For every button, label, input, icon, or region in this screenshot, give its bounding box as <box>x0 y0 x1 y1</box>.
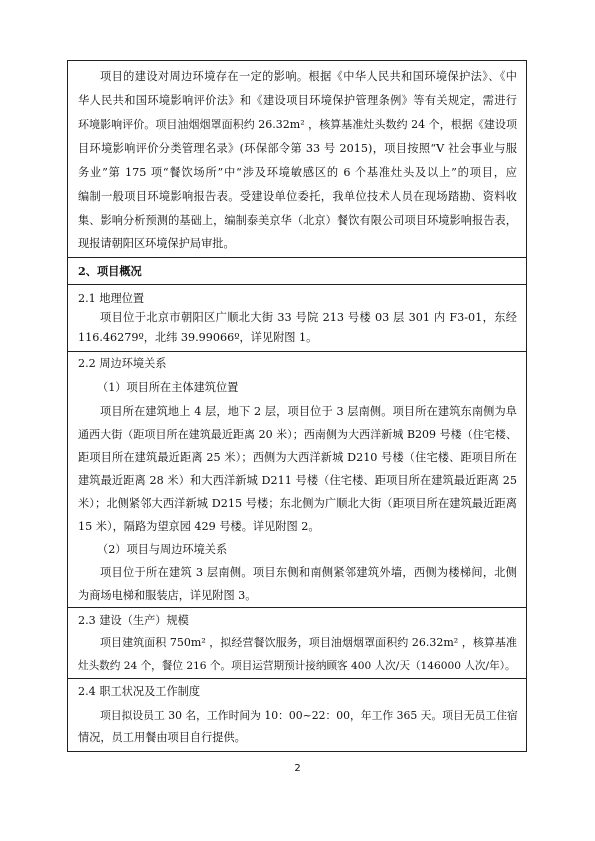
table-rule <box>67 257 527 258</box>
page-number: 2 <box>294 763 301 774</box>
paragraph-line: 项目位于所在建筑 3 层南侧。项目东侧和南侧紧邻建筑外墙，西侧为楼梯间，北侧 <box>100 566 517 579</box>
paragraph-line: 通西大街（距项目所在建筑最近距离 20 米）；西南侧为大西洋新城 B209 号楼（住宅楼、 <box>78 428 517 441</box>
table-rule <box>67 284 527 285</box>
paragraph-line: 项目拟设员工 30 名，工作时间为 10：00~22：00，年工作 365 天。项目无员工住宿 <box>100 709 518 722</box>
table-rule <box>67 607 527 608</box>
paragraph-line: 15 米），隔路为望京园 429 号楼。详见附图 2。 <box>78 520 320 533</box>
paragraph-line: 情况，员工用餐由项目自行提供。 <box>78 731 246 744</box>
subsection-item-title: （1）项目所在主体建筑位置 <box>97 381 239 394</box>
subsection-title: 2.2 周边环境关系 <box>78 357 167 370</box>
paragraph-line: 项目位于北京市朝阳区广顺北大街 33 号院 213 号楼 03 层 301 内 F3-01，东经 <box>100 311 517 324</box>
paragraph-line: 环境影响评价。项目油烟烟罩面积约 26.32m² ，核算基准灶头数约 24 个，根据《建设项 <box>78 118 517 131</box>
subsection-title: 2.3 建设（生产）规模 <box>78 614 189 627</box>
paragraph-line: 为商场电梯和服装店，详见附图 3。 <box>78 589 257 602</box>
paragraph-line: 项目所在建筑地上 4 层，地下 2 层，项目位于 3 层南侧。项目所在建筑东南侧为阜 <box>100 405 517 418</box>
paragraph-line: 编制一般项目环境影响报告表。受建设单位委托，我单位技术人员在现场踏勘、资料收 <box>78 190 517 203</box>
subsection-title: 2.1 地理位置 <box>78 292 145 305</box>
paragraph-line: 米）；北侧紧邻大西洋新城 D215 号楼；东北侧为广顺北大街（距项目所在建筑最近距离 <box>78 497 517 510</box>
subsection-item-title: （2）项目与周边环境关系 <box>97 543 228 556</box>
paragraph-line: 灶头数约 24 个，餐位 216 个。项目运营期预计接纳顾客 400 人次/天（146000 人次/年）。 <box>78 660 516 672</box>
paragraph-line: 现报请朝阳区环境保护局审批。 <box>78 237 235 250</box>
paragraph-line: 华人民共和国环境影响评价法》和《建设项目环境保护管理条例》等有关规定，需进行 <box>78 94 517 107</box>
paragraph-line: 务业”第 175 项“餐饮场所”中“涉及环境敏感区的 6 个基准灶头及以上”的项目，应 <box>78 166 517 179</box>
paragraph-line: 目环境影响评价分类管理名录》(环保部令第 33 号 2015)，项目按照“V 社会事业与服 <box>78 142 517 155</box>
paragraph-line: 距项目所在建筑最近距离 25 米）；西侧为大西洋新城 D210 号楼（住宅楼、距项目所在 <box>78 451 517 464</box>
paragraph-line: 项目建筑面积 750m² ，拟经营餐饮服务，项目油烟烟罩面积约 26.32m² ，核算基准 <box>100 636 517 649</box>
paragraph-line: 项目的建设对周边环境存在一定的影响。根据《中华人民共和国环境保护法》、《中 <box>100 70 517 83</box>
table-rule <box>67 678 527 679</box>
paragraph-line: 建筑最近距离 28 米）和大西洋新城 D211 号楼（住宅楼、距项目所在建筑最近距离 25 <box>78 474 517 487</box>
paragraph-line: 116.46279º，北纬 39.99066º，详见附图 1。 <box>78 331 318 344</box>
table-rule <box>67 351 527 352</box>
section-heading: 2、项目概况 <box>78 264 142 278</box>
subsection-title: 2.4 职工状况及工作制度 <box>78 685 201 698</box>
paragraph-line: 集、影响分析预测的基础上，编制泰美京华（北京）餐饮有限公司项目环境影响报告表， <box>78 214 517 227</box>
